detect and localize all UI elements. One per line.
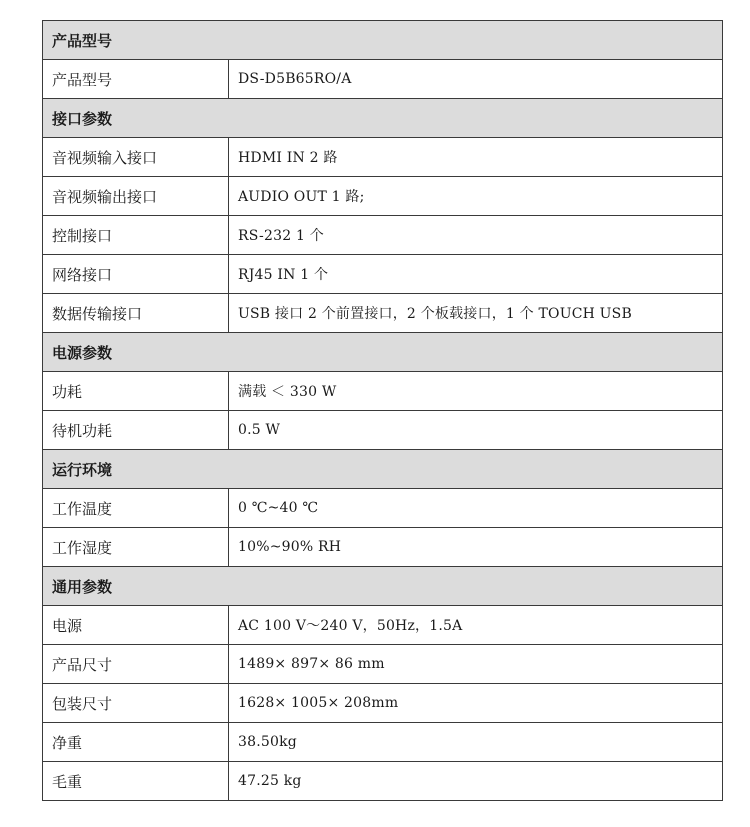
table-row bbox=[43, 138, 723, 177]
section-title: 产品型号 bbox=[43, 21, 723, 60]
section-title: 电源参数 bbox=[43, 333, 723, 372]
table-row bbox=[43, 645, 723, 684]
row-value: 0 ℃~40 ℃ bbox=[229, 489, 723, 528]
row-label: 毛重 bbox=[43, 762, 229, 801]
section-header-model bbox=[43, 21, 723, 60]
row-label: 网络接口 bbox=[43, 255, 229, 294]
row-value: RJ45 IN 1 个 bbox=[229, 255, 723, 294]
row-value: 38.50kg bbox=[229, 723, 723, 762]
table-row bbox=[43, 60, 723, 99]
table-row bbox=[43, 216, 723, 255]
row-label: 工作湿度 bbox=[43, 528, 229, 567]
row-value: 1489× 897× 86 mm bbox=[229, 645, 723, 684]
row-label: 包装尺寸 bbox=[43, 684, 229, 723]
section-title: 运行环境 bbox=[43, 450, 723, 489]
row-value: 满载 ＜ 330 W bbox=[229, 372, 723, 411]
row-label: 音视频输出接口 bbox=[43, 177, 229, 216]
table-row bbox=[43, 489, 723, 528]
row-label: 待机功耗 bbox=[43, 411, 229, 450]
section-header-general bbox=[43, 567, 723, 606]
row-value: USB 接口 2 个前置接口，2 个板载接口，1 个 TOUCH USB bbox=[229, 294, 723, 333]
row-label: 功耗 bbox=[43, 372, 229, 411]
table-row bbox=[43, 372, 723, 411]
row-label: 音视频输入接口 bbox=[43, 138, 229, 177]
table-row bbox=[43, 255, 723, 294]
spec-table bbox=[42, 20, 723, 801]
table-row bbox=[43, 294, 723, 333]
table-row bbox=[43, 411, 723, 450]
row-value: HDMI IN 2 路 bbox=[229, 138, 723, 177]
table-row bbox=[43, 177, 723, 216]
row-value: AUDIO OUT 1 路; bbox=[229, 177, 723, 216]
row-label: 电源 bbox=[43, 606, 229, 645]
table-row bbox=[43, 762, 723, 801]
row-value: AC 100 V～240 V，50Hz，1.5A bbox=[229, 606, 723, 645]
row-value: RS-232 1 个 bbox=[229, 216, 723, 255]
row-label: 数据传输接口 bbox=[43, 294, 229, 333]
row-label: 控制接口 bbox=[43, 216, 229, 255]
table-row bbox=[43, 528, 723, 567]
section-header-interfaces bbox=[43, 99, 723, 138]
spec-table-body bbox=[43, 21, 723, 801]
row-label: 产品型号 bbox=[43, 60, 229, 99]
row-label: 工作温度 bbox=[43, 489, 229, 528]
row-value: 10%~90% RH bbox=[229, 528, 723, 567]
row-value: 1628× 1005× 208mm bbox=[229, 684, 723, 723]
table-row bbox=[43, 723, 723, 762]
row-value: 47.25 kg bbox=[229, 762, 723, 801]
row-value: 0.5 W bbox=[229, 411, 723, 450]
section-header-environment bbox=[43, 450, 723, 489]
section-title: 通用参数 bbox=[43, 567, 723, 606]
row-label: 产品尺寸 bbox=[43, 645, 229, 684]
table-row bbox=[43, 606, 723, 645]
section-title: 接口参数 bbox=[43, 99, 723, 138]
table-row bbox=[43, 684, 723, 723]
section-header-power bbox=[43, 333, 723, 372]
row-label: 净重 bbox=[43, 723, 229, 762]
row-value: DS-D5B65RO/A bbox=[229, 60, 723, 99]
